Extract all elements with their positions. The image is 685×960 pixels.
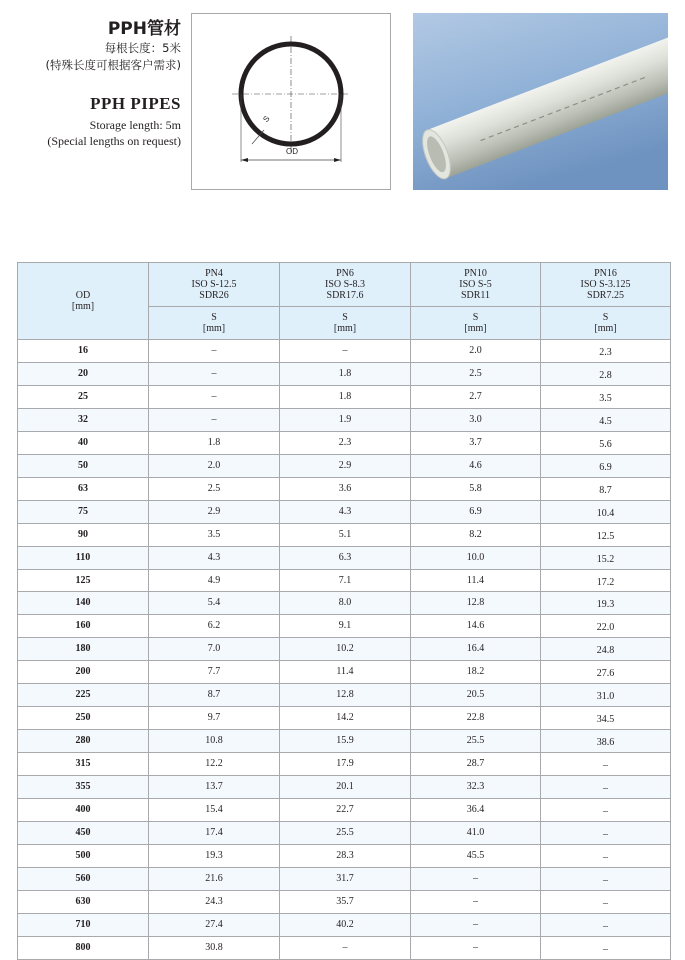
pn4-cell: 2.9: [149, 500, 280, 523]
od-cell: 355: [18, 776, 149, 799]
pn4-cell: 6.2: [149, 615, 280, 638]
pn4-cell: –: [149, 340, 280, 363]
od-cell: 140: [18, 592, 149, 615]
pn16-cell: 10.4: [541, 500, 671, 523]
pn6-cell: 14.2: [280, 707, 411, 730]
od-cell: 180: [18, 638, 149, 661]
od-cell: 40: [18, 431, 149, 454]
pn16-cell: –: [541, 913, 671, 936]
pn10-cell: –: [411, 867, 541, 890]
length-cn: 每根长度：5米: [104, 41, 181, 55]
wall-thickness-label: S: [261, 113, 272, 124]
pn6-cell: 4.3: [280, 500, 411, 523]
pn6-cell: 9.1: [280, 615, 411, 638]
pn10-cell: –: [411, 913, 541, 936]
pn4-cell: 21.6: [149, 867, 280, 890]
pn10-cell: 25.5: [411, 730, 541, 753]
od-header: OD: [75, 290, 91, 301]
pn6-cell: 11.4: [280, 661, 411, 684]
table-row: [18, 913, 671, 936]
pn6-cell: 31.7: [280, 867, 411, 890]
pn4-header: PN4 ISO S-12.5 SDR26: [149, 263, 280, 307]
pn16-cell: 22.0: [541, 615, 671, 638]
table-row: [18, 385, 671, 408]
pn16-cell: 3.5: [541, 385, 671, 408]
table-row: [18, 546, 671, 569]
pn6-cell: –: [280, 340, 411, 363]
od-cell: 280: [18, 730, 149, 753]
table-row: [18, 730, 671, 753]
pn4-cell: 12.2: [149, 753, 280, 776]
od-cell: 50: [18, 454, 149, 477]
pn4-cell: 2.5: [149, 477, 280, 500]
pn16-header: PN16 ISO S-3.125 SDR7.25: [541, 263, 671, 307]
pn10-cell: 2.7: [411, 385, 541, 408]
title-en: PPH PIPES: [90, 94, 181, 113]
pn10-cell: 14.6: [411, 615, 541, 638]
title-cn: PPH管材: [107, 19, 181, 39]
pn16-cell: 2.3: [541, 340, 671, 363]
table-row: [18, 340, 671, 363]
table-row: [18, 362, 671, 385]
pn4-cell: 19.3: [149, 844, 280, 867]
pn10-cell: 32.3: [411, 776, 541, 799]
pn4-cell: 7.0: [149, 638, 280, 661]
od-arrow-left: [241, 158, 248, 162]
od-cell: 200: [18, 661, 149, 684]
pn16-cell: 8.7: [541, 477, 671, 500]
pipe-cross-section-diagram: [191, 13, 391, 190]
table-row: [18, 661, 671, 684]
pn16-cell: 5.6: [541, 431, 671, 454]
pn10-cell: 8.2: [411, 523, 541, 546]
od-cell: 630: [18, 890, 149, 913]
pn10-cell: 3.0: [411, 408, 541, 431]
table-row: [18, 592, 671, 615]
pn10-header: PN10 ISO S-5 SDR11: [411, 263, 541, 307]
pn6-cell: –: [280, 936, 411, 959]
od-cell: 500: [18, 844, 149, 867]
pn10-cell: –: [411, 936, 541, 959]
pn16-cell: –: [541, 936, 671, 959]
od-cell: 125: [18, 569, 149, 592]
pn6-header: PN6 ISO S-8.3 SDR17.6: [280, 263, 411, 307]
table-row: [18, 890, 671, 913]
pn6-cell: 2.9: [280, 454, 411, 477]
pn4-cell: 4.9: [149, 569, 280, 592]
table-row: [18, 867, 671, 890]
pipe-dimension-table: [17, 262, 671, 960]
pn10-cell: –: [411, 890, 541, 913]
pn6-cell: 22.7: [280, 799, 411, 822]
od-cell: 32: [18, 408, 149, 431]
pn6-cell: 15.9: [280, 730, 411, 753]
pn16-subheader: S [mm]: [541, 307, 671, 340]
pn4-cell: –: [149, 385, 280, 408]
table-row: [18, 454, 671, 477]
pn4-cell: 15.4: [149, 799, 280, 822]
pn4-cell: 24.3: [149, 890, 280, 913]
table-row: [18, 936, 671, 959]
pn16-cell: 17.2: [541, 569, 671, 592]
pn4-cell: 30.8: [149, 936, 280, 959]
table-row: [18, 753, 671, 776]
pn16-cell: 27.6: [541, 661, 671, 684]
od-cell: 20: [18, 362, 149, 385]
pn6-cell: 5.1: [280, 523, 411, 546]
pn16-cell: 12.5: [541, 523, 671, 546]
pn4-cell: 17.4: [149, 822, 280, 845]
pn4-cell: –: [149, 362, 280, 385]
pn10-cell: 10.0: [411, 546, 541, 569]
pn16-cell: –: [541, 799, 671, 822]
pn6-cell: 40.2: [280, 913, 411, 936]
length-en: Storage length: 5m: [89, 118, 181, 132]
od-arrow-right: [334, 158, 341, 162]
table-row: [18, 684, 671, 707]
pn10-cell: 2.0: [411, 340, 541, 363]
pn16-cell: 34.5: [541, 707, 671, 730]
pipe-cross-section-svg: [192, 14, 390, 189]
pn16-cell: 31.0: [541, 684, 671, 707]
table-row: [18, 569, 671, 592]
pn6-cell: 10.2: [280, 638, 411, 661]
pn10-cell: 11.4: [411, 569, 541, 592]
pn6-cell: 25.5: [280, 822, 411, 845]
od-cell: 800: [18, 936, 149, 959]
pn16-cell: –: [541, 776, 671, 799]
pn6-cell: 8.0: [280, 592, 411, 615]
pn16-cell: –: [541, 890, 671, 913]
pn16-cell: 15.2: [541, 546, 671, 569]
pn4-cell: –: [149, 408, 280, 431]
pn16-cell: 38.6: [541, 730, 671, 753]
pn10-cell: 22.8: [411, 707, 541, 730]
pipe-photo: [413, 13, 668, 190]
special-length-en: (Special lengths on request): [47, 134, 181, 148]
table-row: [18, 477, 671, 500]
table-row: [18, 523, 671, 546]
od-cell: 63: [18, 477, 149, 500]
pn6-cell: 35.7: [280, 890, 411, 913]
od-cell: 710: [18, 913, 149, 936]
pipe-photo-svg: [413, 13, 668, 190]
od-cell: 25: [18, 385, 149, 408]
pn4-cell: 2.0: [149, 454, 280, 477]
pn6-cell: 1.8: [280, 385, 411, 408]
od-label: OD: [286, 147, 298, 156]
special-length-cn: (特殊长度可根据客户需求): [45, 58, 181, 72]
table-row: [18, 844, 671, 867]
pn6-cell: 2.3: [280, 431, 411, 454]
pn6-cell: 6.3: [280, 546, 411, 569]
table-row: [18, 408, 671, 431]
pn10-cell: 4.6: [411, 454, 541, 477]
pn10-cell: 45.5: [411, 844, 541, 867]
pn4-cell: 27.4: [149, 913, 280, 936]
od-cell: 250: [18, 707, 149, 730]
od-cell: 560: [18, 867, 149, 890]
pn10-cell: 36.4: [411, 799, 541, 822]
od-cell: 450: [18, 822, 149, 845]
od-unit: [mm]: [71, 301, 95, 312]
pn10-cell: 5.8: [411, 477, 541, 500]
pn16-cell: 4.5: [541, 408, 671, 431]
pn16-cell: –: [541, 822, 671, 845]
od-cell: 160: [18, 615, 149, 638]
pn4-cell: 3.5: [149, 523, 280, 546]
table-row: [18, 822, 671, 845]
od-cell: 225: [18, 684, 149, 707]
pn6-cell: 1.8: [280, 362, 411, 385]
table-row: [18, 707, 671, 730]
pn6-cell: 17.9: [280, 753, 411, 776]
pn10-cell: 6.9: [411, 500, 541, 523]
table-row: [18, 776, 671, 799]
pn4-cell: 1.8: [149, 431, 280, 454]
pn10-subheader: S [mm]: [411, 307, 541, 340]
pn16-cell: –: [541, 867, 671, 890]
header: [0, 0, 685, 240]
pn16-cell: –: [541, 753, 671, 776]
pn4-cell: 13.7: [149, 776, 280, 799]
pn10-cell: 41.0: [411, 822, 541, 845]
pn10-cell: 12.8: [411, 592, 541, 615]
pn16-cell: 24.8: [541, 638, 671, 661]
pn16-cell: –: [541, 844, 671, 867]
od-cell: 90: [18, 523, 149, 546]
pn4-cell: 10.8: [149, 730, 280, 753]
pn4-cell: 9.7: [149, 707, 280, 730]
table-row: [18, 500, 671, 523]
pn6-cell: 12.8: [280, 684, 411, 707]
od-cell: 75: [18, 500, 149, 523]
pn4-subheader: S [mm]: [149, 307, 280, 340]
pn6-cell: 7.1: [280, 569, 411, 592]
table-row: [18, 799, 671, 822]
table-body: [18, 340, 671, 960]
pn4-cell: 7.7: [149, 661, 280, 684]
table-row: [18, 431, 671, 454]
od-cell: 110: [18, 546, 149, 569]
pn10-cell: 18.2: [411, 661, 541, 684]
pn6-cell: 28.3: [280, 844, 411, 867]
pn6-cell: 1.9: [280, 408, 411, 431]
pn4-cell: 5.4: [149, 592, 280, 615]
table-row: [18, 638, 671, 661]
od-cell: 315: [18, 753, 149, 776]
pn6-subheader: S [mm]: [280, 307, 411, 340]
pn16-cell: 6.9: [541, 454, 671, 477]
pn6-cell: 3.6: [280, 477, 411, 500]
table-row: [18, 615, 671, 638]
pn10-cell: 20.5: [411, 684, 541, 707]
pn6-cell: 20.1: [280, 776, 411, 799]
pn10-cell: 28.7: [411, 753, 541, 776]
od-cell: 16: [18, 340, 149, 363]
od-header-cell: [18, 263, 149, 340]
pn10-cell: 2.5: [411, 362, 541, 385]
pn16-cell: 2.8: [541, 362, 671, 385]
pn10-cell: 3.7: [411, 431, 541, 454]
pn4-cell: 4.3: [149, 546, 280, 569]
pn16-cell: 19.3: [541, 592, 671, 615]
pn10-cell: 16.4: [411, 638, 541, 661]
od-cell: 400: [18, 799, 149, 822]
pn4-cell: 8.7: [149, 684, 280, 707]
